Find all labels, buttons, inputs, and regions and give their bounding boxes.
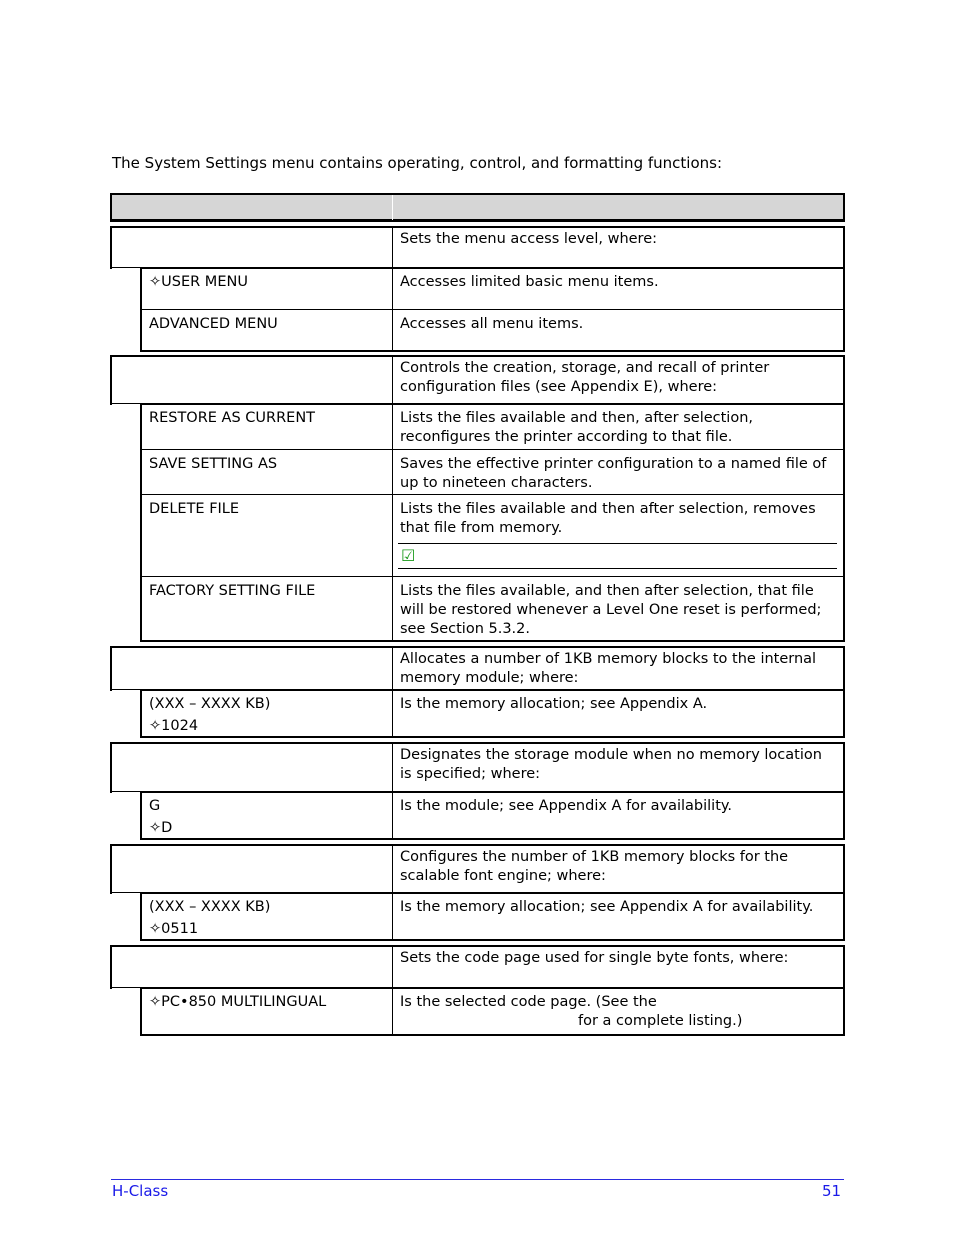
section-top-rule — [110, 226, 845, 228]
section-description: Controls the creation, storage, and recall of printer configuration files (see Appendix E), where: — [400, 360, 770, 395]
section-top-rule — [110, 355, 845, 357]
option-description: Is the selected code page. (See the — [400, 994, 657, 1010]
option-description: Is the module; see Appendix A for availability. — [400, 798, 733, 814]
option-bottom-rule — [140, 838, 845, 840]
option-description: Accesses limited basic menu items. — [400, 274, 659, 290]
option-description: Is the memory allocation; see Appendix A for availability. — [400, 899, 814, 915]
note-top-rule — [398, 543, 837, 544]
option-bottom-rule — [140, 350, 845, 352]
section-right-rule — [843, 844, 845, 894]
section-bottom-rule — [140, 791, 845, 793]
section-bottom-rule — [140, 403, 845, 405]
section-left-rule — [110, 355, 112, 405]
checkbox-note-icon: ☑ — [401, 546, 416, 565]
option-value: RESTORE AS CURRENT — [149, 410, 316, 426]
option-bottom-rule — [140, 449, 845, 450]
section-description: Configures the number of 1KB memory blocks for the scalable font engine; where: — [400, 849, 789, 884]
option-bottom-rule — [140, 576, 845, 577]
option-bottom-rule — [140, 1034, 845, 1036]
section-title-bottom-rule — [110, 791, 140, 792]
section-bottom-rule — [140, 689, 845, 691]
options-right-rule — [843, 403, 845, 642]
section-title-bottom-rule — [110, 267, 140, 268]
option-description: Lists the files available and then after selection, removes that file from memory. — [400, 501, 816, 536]
options-left-rule — [140, 403, 142, 642]
option-value: SAVE SETTING AS — [149, 456, 278, 472]
header-divider — [392, 195, 393, 220]
option-description-continued: for a complete listing.) — [578, 1013, 743, 1029]
section-right-rule — [843, 742, 845, 793]
section-description: Sets the code page used for single byte fonts, where: — [400, 950, 789, 966]
option-value: G — [149, 798, 161, 814]
option-description: Saves the effective printer configuration to a named file of up to nineteen characters. — [400, 456, 827, 491]
option-bottom-rule — [140, 309, 845, 310]
section-top-rule — [110, 646, 845, 648]
section-top-rule — [110, 945, 845, 947]
option-value: DELETE FILE — [149, 501, 240, 517]
section-left-rule — [110, 646, 112, 691]
footer-rule — [111, 1179, 844, 1180]
options-right-rule — [843, 689, 845, 738]
section-description: Sets the menu access level, where: — [400, 231, 657, 247]
table-header — [110, 193, 845, 222]
option-description: Is the memory allocation; see Appendix A. — [400, 696, 708, 712]
option-bottom-rule — [140, 736, 845, 738]
section-title-bottom-rule — [110, 689, 140, 690]
section-right-rule — [843, 646, 845, 691]
section-left-rule — [110, 226, 112, 269]
option-value: ✧USER MENU — [149, 274, 248, 290]
option-bottom-rule — [140, 939, 845, 941]
option-value: (XXX – XXXX KB) — [149, 696, 271, 712]
option-value: (XXX – XXXX KB) — [149, 899, 271, 915]
section-left-rule — [110, 945, 112, 989]
note-bottom-rule — [398, 568, 837, 569]
section-title-bottom-rule — [110, 892, 140, 893]
option-description: Lists the files available and then, after selection, reconfigures the printer according to that file. — [400, 410, 754, 445]
section-right-rule — [843, 355, 845, 405]
option-value: ✧0511 — [149, 921, 199, 937]
section-description: Designates the storage module when no memory location is specified; where: — [400, 747, 822, 782]
page-number: 51 — [822, 1182, 842, 1200]
option-bottom-rule — [140, 640, 845, 642]
section-left-rule — [110, 742, 112, 793]
section-top-rule — [110, 742, 845, 744]
options-right-rule — [843, 892, 845, 941]
section-bottom-rule — [140, 267, 845, 269]
section-top-rule — [110, 844, 845, 846]
option-description: Accesses all menu items. — [400, 316, 584, 332]
option-description: Lists the files available, and then after selection, that file will be restored whenever a Level One reset is performed; see Section 5.3.2. — [400, 583, 822, 637]
options-right-rule — [843, 987, 845, 1036]
section-description: Allocates a number of 1KB memory blocks to the internal memory module; where: — [400, 651, 817, 686]
option-value: FACTORY SETTING FILE — [149, 583, 316, 599]
section-bottom-rule — [140, 892, 845, 894]
section-title-bottom-rule — [110, 403, 140, 404]
section-title-bottom-rule — [110, 987, 140, 988]
section-right-rule — [843, 945, 845, 989]
option-value: ✧D — [149, 820, 173, 836]
option-value: ✧PC•850 MULTILINGUAL — [149, 994, 327, 1010]
option-bottom-rule — [140, 494, 845, 495]
footer-title: H-Class — [112, 1182, 169, 1200]
option-value: ✧1024 — [149, 718, 199, 734]
section-bottom-rule — [140, 987, 845, 989]
option-value: ADVANCED MENU — [149, 316, 278, 332]
section-left-rule — [110, 844, 112, 894]
options-right-rule — [843, 791, 845, 840]
intro-text: The System Settings menu contains operating, control, and formatting functions: — [112, 154, 722, 172]
section-right-rule — [843, 226, 845, 269]
